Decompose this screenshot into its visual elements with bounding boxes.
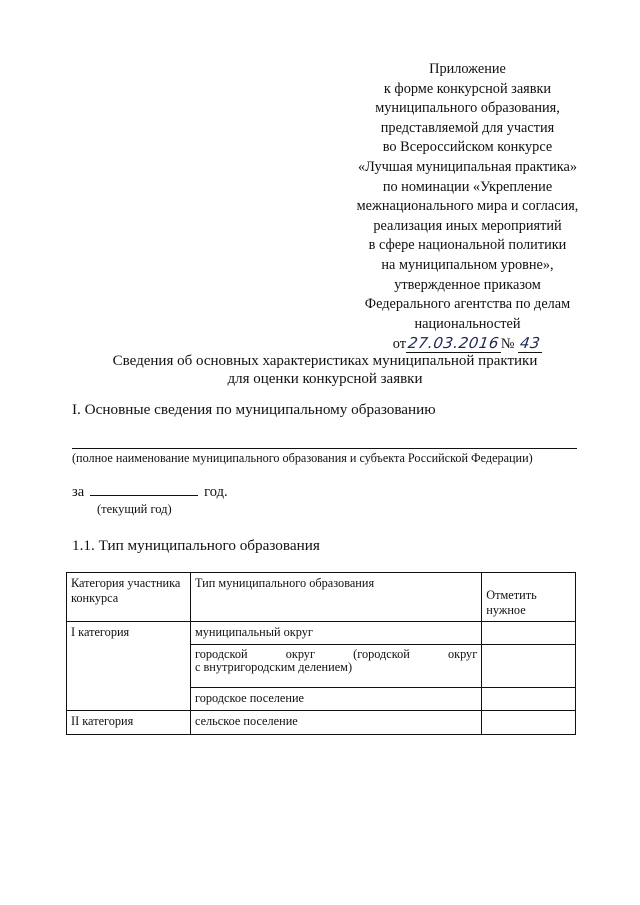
municipality-name-caption: (полное наименование муниципального образования и субъекта Российской Федерации): [72, 451, 533, 465]
cell-category: I категория: [67, 622, 191, 711]
cell-type: сельское поселение: [190, 711, 481, 735]
table-row: [67, 622, 576, 645]
cell-mark[interactable]: [482, 645, 576, 688]
cell-type-line-1: городской округ (городской округ: [194, 647, 478, 661]
appendix-line: на муниципальном уровне»,: [381, 256, 554, 273]
order-number-field: [518, 336, 542, 353]
order-date-field: [406, 336, 501, 353]
header-mark: [482, 573, 576, 622]
title-line-2: для оценки конкурсной заявки: [227, 371, 423, 387]
cell-type: городское поселение: [190, 688, 481, 711]
order-number-handwritten: 43: [518, 334, 542, 353]
appendix-line: межнационального мира и согласия,: [356, 198, 579, 215]
appendix-line: Приложение: [429, 61, 506, 77]
table-row: [67, 711, 576, 735]
cell-type: муниципальный округ: [190, 622, 481, 645]
cell-type-line-2: с внутригородским делением): [194, 660, 353, 674]
order-number-label: №: [500, 336, 515, 353]
municipality-name-field[interactable]: [72, 448, 577, 449]
year-caption: (текущий год): [97, 502, 172, 516]
cell-mark[interactable]: [482, 688, 576, 711]
header-category: Категория участника конкурса: [67, 573, 191, 622]
appendix-line: по номинации «Укрепление: [382, 178, 553, 195]
appendix-line: представляемой для участия: [380, 119, 555, 136]
cell-category: II категория: [67, 711, 191, 735]
appendix-block: [335, 60, 600, 355]
appendix-line: утвержденное приказом: [394, 276, 541, 293]
header-mark-text: Отметить нужное: [486, 588, 537, 617]
order-prefix: от: [392, 336, 406, 353]
year-field[interactable]: [90, 483, 198, 496]
appendix-line: «Лучшая муниципальная практика»: [357, 158, 578, 175]
document-title: [90, 352, 560, 388]
year-suffix: год.: [204, 484, 228, 500]
municipality-type-table: [66, 572, 576, 735]
appendix-line: в сфере национальной политики: [368, 237, 567, 254]
cell-mark[interactable]: [482, 622, 576, 645]
appendix-line: Федерального агентства по делам: [364, 296, 571, 313]
year-row: [72, 483, 228, 501]
title-line-1: Сведения об основных характеристиках муниципальной практики: [112, 353, 538, 369]
order-date-handwritten: 27.03.2016: [406, 334, 501, 353]
cell-mark[interactable]: [482, 711, 576, 735]
section-heading: I. Основные сведения по муниципальному образованию: [72, 401, 436, 418]
year-prefix: за: [72, 484, 85, 500]
subsection-heading: 1.1. Тип муниципального образования: [72, 537, 320, 554]
appendix-line: к форме конкурсной заявки: [383, 80, 552, 97]
header-type: Тип муниципального образования: [190, 573, 481, 622]
table-header-row: [67, 573, 576, 622]
appendix-line: муниципального образования,: [375, 100, 560, 117]
appendix-line: реализация иных мероприятий: [373, 217, 562, 234]
appendix-line: национальностей: [414, 315, 521, 332]
appendix-line: во Всероссийском конкурсе: [382, 139, 553, 156]
cell-type: [190, 645, 481, 688]
